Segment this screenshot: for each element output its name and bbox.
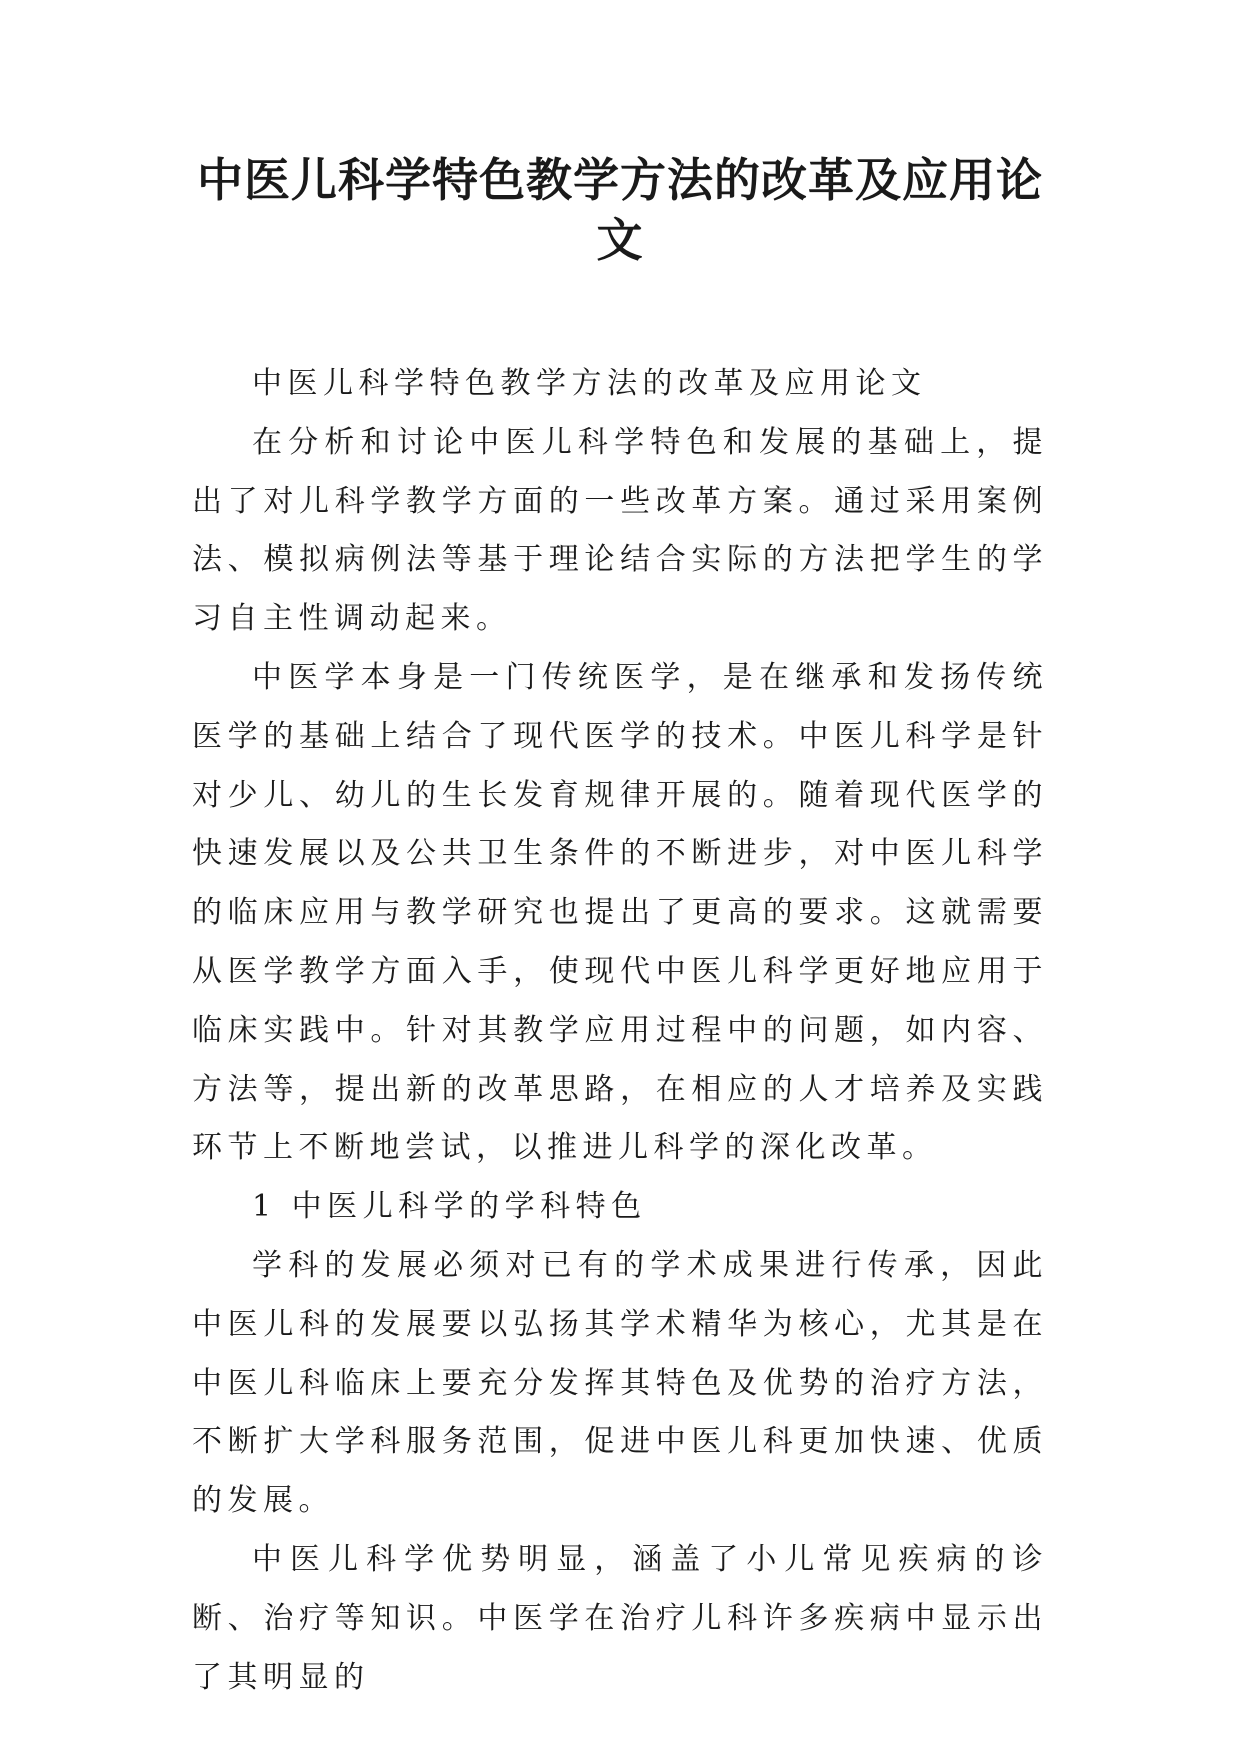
section-heading-1: 1 中医儿科学的学科特色 [252, 1189, 647, 1225]
paragraph-subtitle: 中医儿科学特色教学方法的改革及应用论文 [252, 366, 927, 401]
paragraph-abstract: 在分析和讨论中医儿科学特色和发展的基础上，提出了对儿科学教学方面的一些改革方案。通过采用案例法、模拟病例法等基于理论结合实际的方法把学生的学习自主性调动起来。 [192, 424, 1048, 637]
document-body [192, 355, 1048, 1707]
paragraph-section1-b: 中医儿科学优势明显，涵盖了小儿常见疾病的诊断、治疗等知识。中医学在治疗儿科许多疾病中显示出了其明显的 [192, 1541, 1048, 1695]
title-line-2: 文 [596, 213, 644, 267]
paragraph-section1-a: 学科的发展必须对已有的学术成果进行传承，因此中医儿科的发展要以弘扬其学术精华为核心，尤其是在中医儿科临床上要充分发挥其特色及优势的治疗方法，不断扩大学科服务范围，促进中医儿科更加快速、优质的发展。 [192, 1247, 1048, 1519]
title-line-1: 中医儿科学特色教学方法的改革及应用论 [197, 153, 1043, 207]
paragraph-intro: 中医学本身是一门传统医学，是在继承和发扬传统医学的基础上结合了现代医学的技术。中医儿科学是针对少儿、幼儿的生长发育规律开展的。随着现代医学的快速发展以及公共卫生条件的不断进步，对中医儿科学的临床应用与教学研究也提出了更高的要求。这就需要从医学教学方面入手，使现代中医儿科学更好地应用于临床实践中。针对其教学应用过程中的问题，如内容、方法等，提出新的改革思路，在相应的人才培养及实践环节上不断地尝试，以推进儿科学的深化改革。 [192, 659, 1048, 1166]
document-title [190, 150, 1050, 270]
